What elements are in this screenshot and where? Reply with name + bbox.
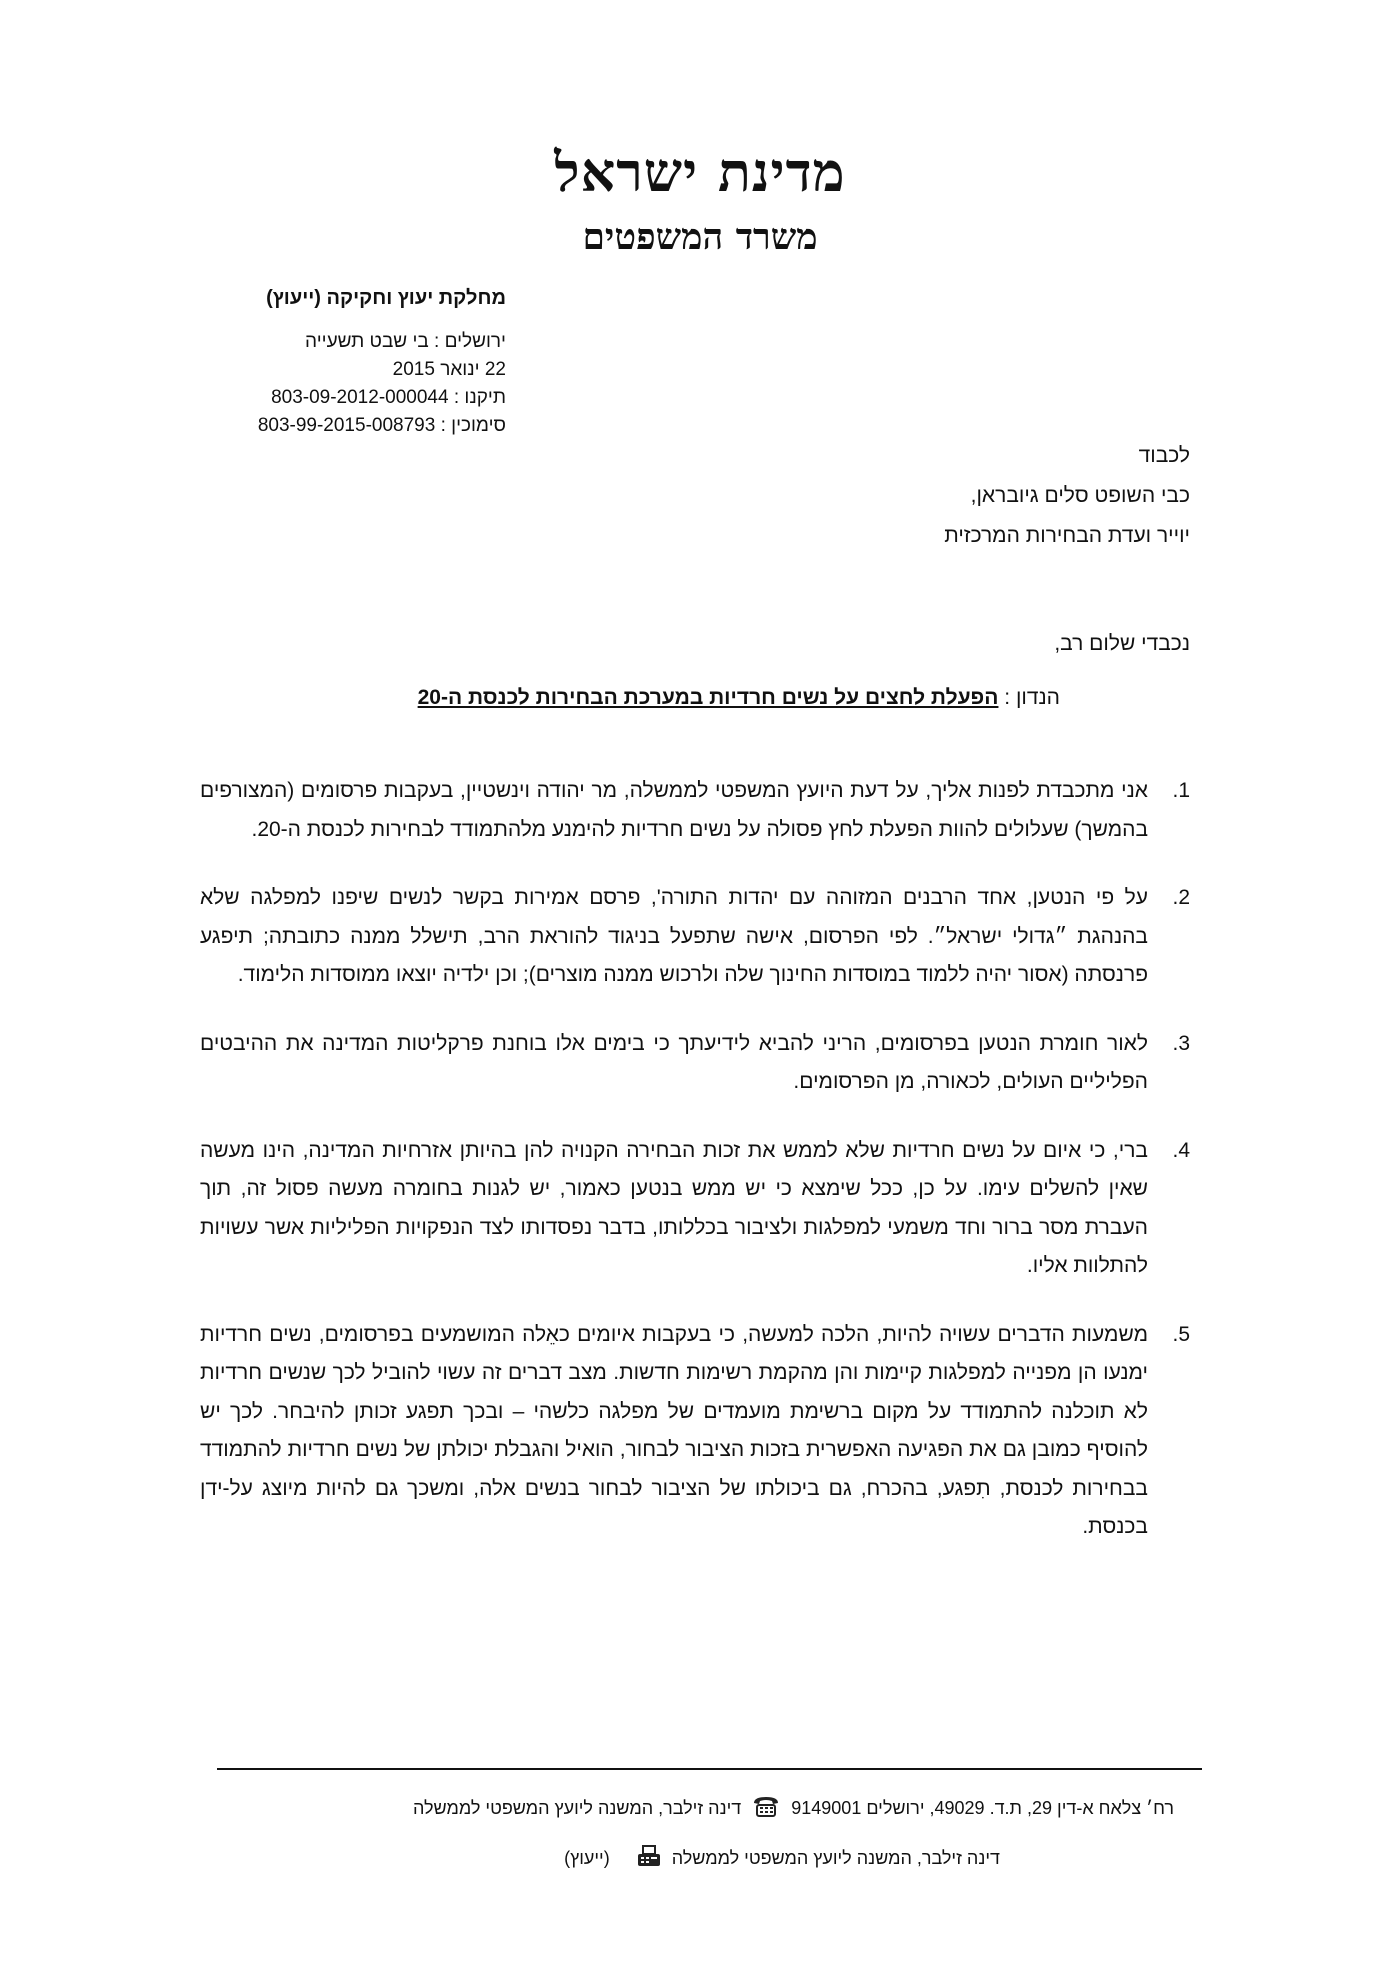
subject-label: הנדון :: [1004, 686, 1060, 709]
file-number: תיקנו : 803-09-2012-000044: [271, 387, 506, 408]
paragraph: [200, 772, 1190, 849]
footer-phone-name: דינה זילבר, המשנה ליועץ המשפטי לממשלה: [412, 1798, 742, 1818]
footer-fax-name: דינה זילבר, המשנה ליועץ המשפטי לממשלה: [671, 1848, 1000, 1868]
place-date-hebrew: ירושלים : בי שבט תשעייה: [305, 331, 506, 352]
paragraph: [200, 879, 1190, 995]
paragraph: [200, 1316, 1190, 1547]
paragraph: [200, 1025, 1190, 1102]
paragraph-text: על פי הנטען, אחד הרבנים המזוהה עם יהדות התורה', פרסם אמירות בקשר לנשים שיפנו למפלגה שלא בהנהגת ״גדולי ישראל״. לפי הפרסום, אישה שתפעל בניגוד להוראת הרב, תישלל ממנה כתובתה; תיפגע פרנסתה (אסור יהיה ללמוד במוסדות החינוך שלה ולרכוש ממנה מוצרים); וכן ילדיה יוצאו ממוסדות הלימוד.: [200, 886, 1148, 986]
subject-line: [418, 686, 1060, 710]
greeting: נכבדי שלום רב,: [1054, 632, 1190, 655]
recipient-name: כבי השופט סלים גיובראן,: [970, 484, 1190, 507]
paragraph-text: אני מתכבדת לפנות אליך, על דעת היועץ המשפטי לממשלה, מר יהודה וינשטיין, בעקבות פרסומים (המצורפים בהמשך) שעלולים להוות הפעלת לחץ פסולה על נשים חרדיות להימנע מלהתמודד לבחירות לכנסת ה-20.: [200, 779, 1148, 841]
letterhead: [0, 142, 1400, 262]
state-title: מדינת ישראל: [554, 140, 846, 204]
recipient-role: יוייר ועדת הבחירות המרכזית: [944, 524, 1190, 547]
paragraph-text: ברי, כי איום על נשים חרדיות שלא לממש את זכות הבחירה הקנויה להן בהיותן אזרחיות המדינה, הינו מעשה שאין להשלים עימו. על כן, ככל שימצא כי יש ממש בנטען כאמור, יש לגנות בחומרה מעשה פסול זה, תוך העברת מסר ברור וחד משמעי למפלגות ולציבור בכללותו, בדבר נפסדותו לצד הנפקויות הפליליות אשר עשויות להתלוות אליו.: [200, 1138, 1148, 1277]
footer-divider: [217, 1768, 1202, 1770]
telephone-icon: [751, 1794, 781, 1823]
footer-fax-suffix: (ייעוץ): [564, 1848, 610, 1868]
footer-address: רח׳ צלאח א-דין 29, ת.ד. 49029, ירושלים 9149001: [791, 1798, 1174, 1818]
date-gregorian: 22 ינואר 2015: [392, 359, 506, 380]
paragraph-number: 2.: [1172, 886, 1190, 909]
paragraph-number: 1.: [1172, 779, 1190, 802]
ministry-title: משרד המשפטים: [582, 216, 818, 258]
footer-address-line: [413, 1794, 1174, 1823]
recipient-block: [944, 436, 1190, 556]
paragraph-text: משמעות הדברים עשויה להיות, הלכה למעשה, כי בעקבות איומים כאֵלה המושמעים בפרסומים, נשים חרדיות ימנעו הן מפנייה למפלגות קיימות והן מהקמת רשימות חדשות. מצב דברים זה עשוי להוביל לכך שנשים חרדיות לא תוכלנה להתמודד על מקום ברשימת מועמדים של מפלגה כלשהי – ובכך תפגע זכותן להיבחר. לכך יש להוסיף כמובן גם את הפגיעה האפשרית בזכות הציבור לבחור, הואיל והגבלת יכולתן של נשים חרדיות להתמודד בבחירות לכנסת, תִפגע, בהכרח, גם ביכולתו של הציבור לבחור בנשים אלה, ומשכך גם להיות מיוצג על-ידן בכנסת.: [200, 1322, 1148, 1538]
recipient-to: לכבוד: [1138, 444, 1190, 467]
letter-body: [200, 772, 1190, 1577]
paragraph: [200, 1132, 1190, 1286]
paragraph-number: 4.: [1172, 1138, 1190, 1162]
department-name: מחלקת יעוץ וחקיקה (ייעוץ): [266, 287, 506, 309]
paragraph-number: 5.: [1172, 1322, 1190, 1346]
paragraph-text: לאור חומרת הנטען בפרסומים, הריני להביא לידיעתך כי בימים אלו בוחנת פרקליטות המדינה את ההיבטים הפליליים העולים, לכאורה, מן הפרסומים.: [200, 1031, 1148, 1093]
subject-topic: הפעלת לחצים על נשים חרדיות במערכת הבחירות לכנסת ה-20: [417, 686, 999, 709]
paragraph-number: 3.: [1172, 1031, 1190, 1055]
footer-fax-line: [564, 1844, 1000, 1873]
fax-icon: [636, 1844, 662, 1873]
letter-meta: [186, 284, 506, 440]
reference-number: סימוכין : 803-99-2015-008793: [257, 415, 506, 436]
